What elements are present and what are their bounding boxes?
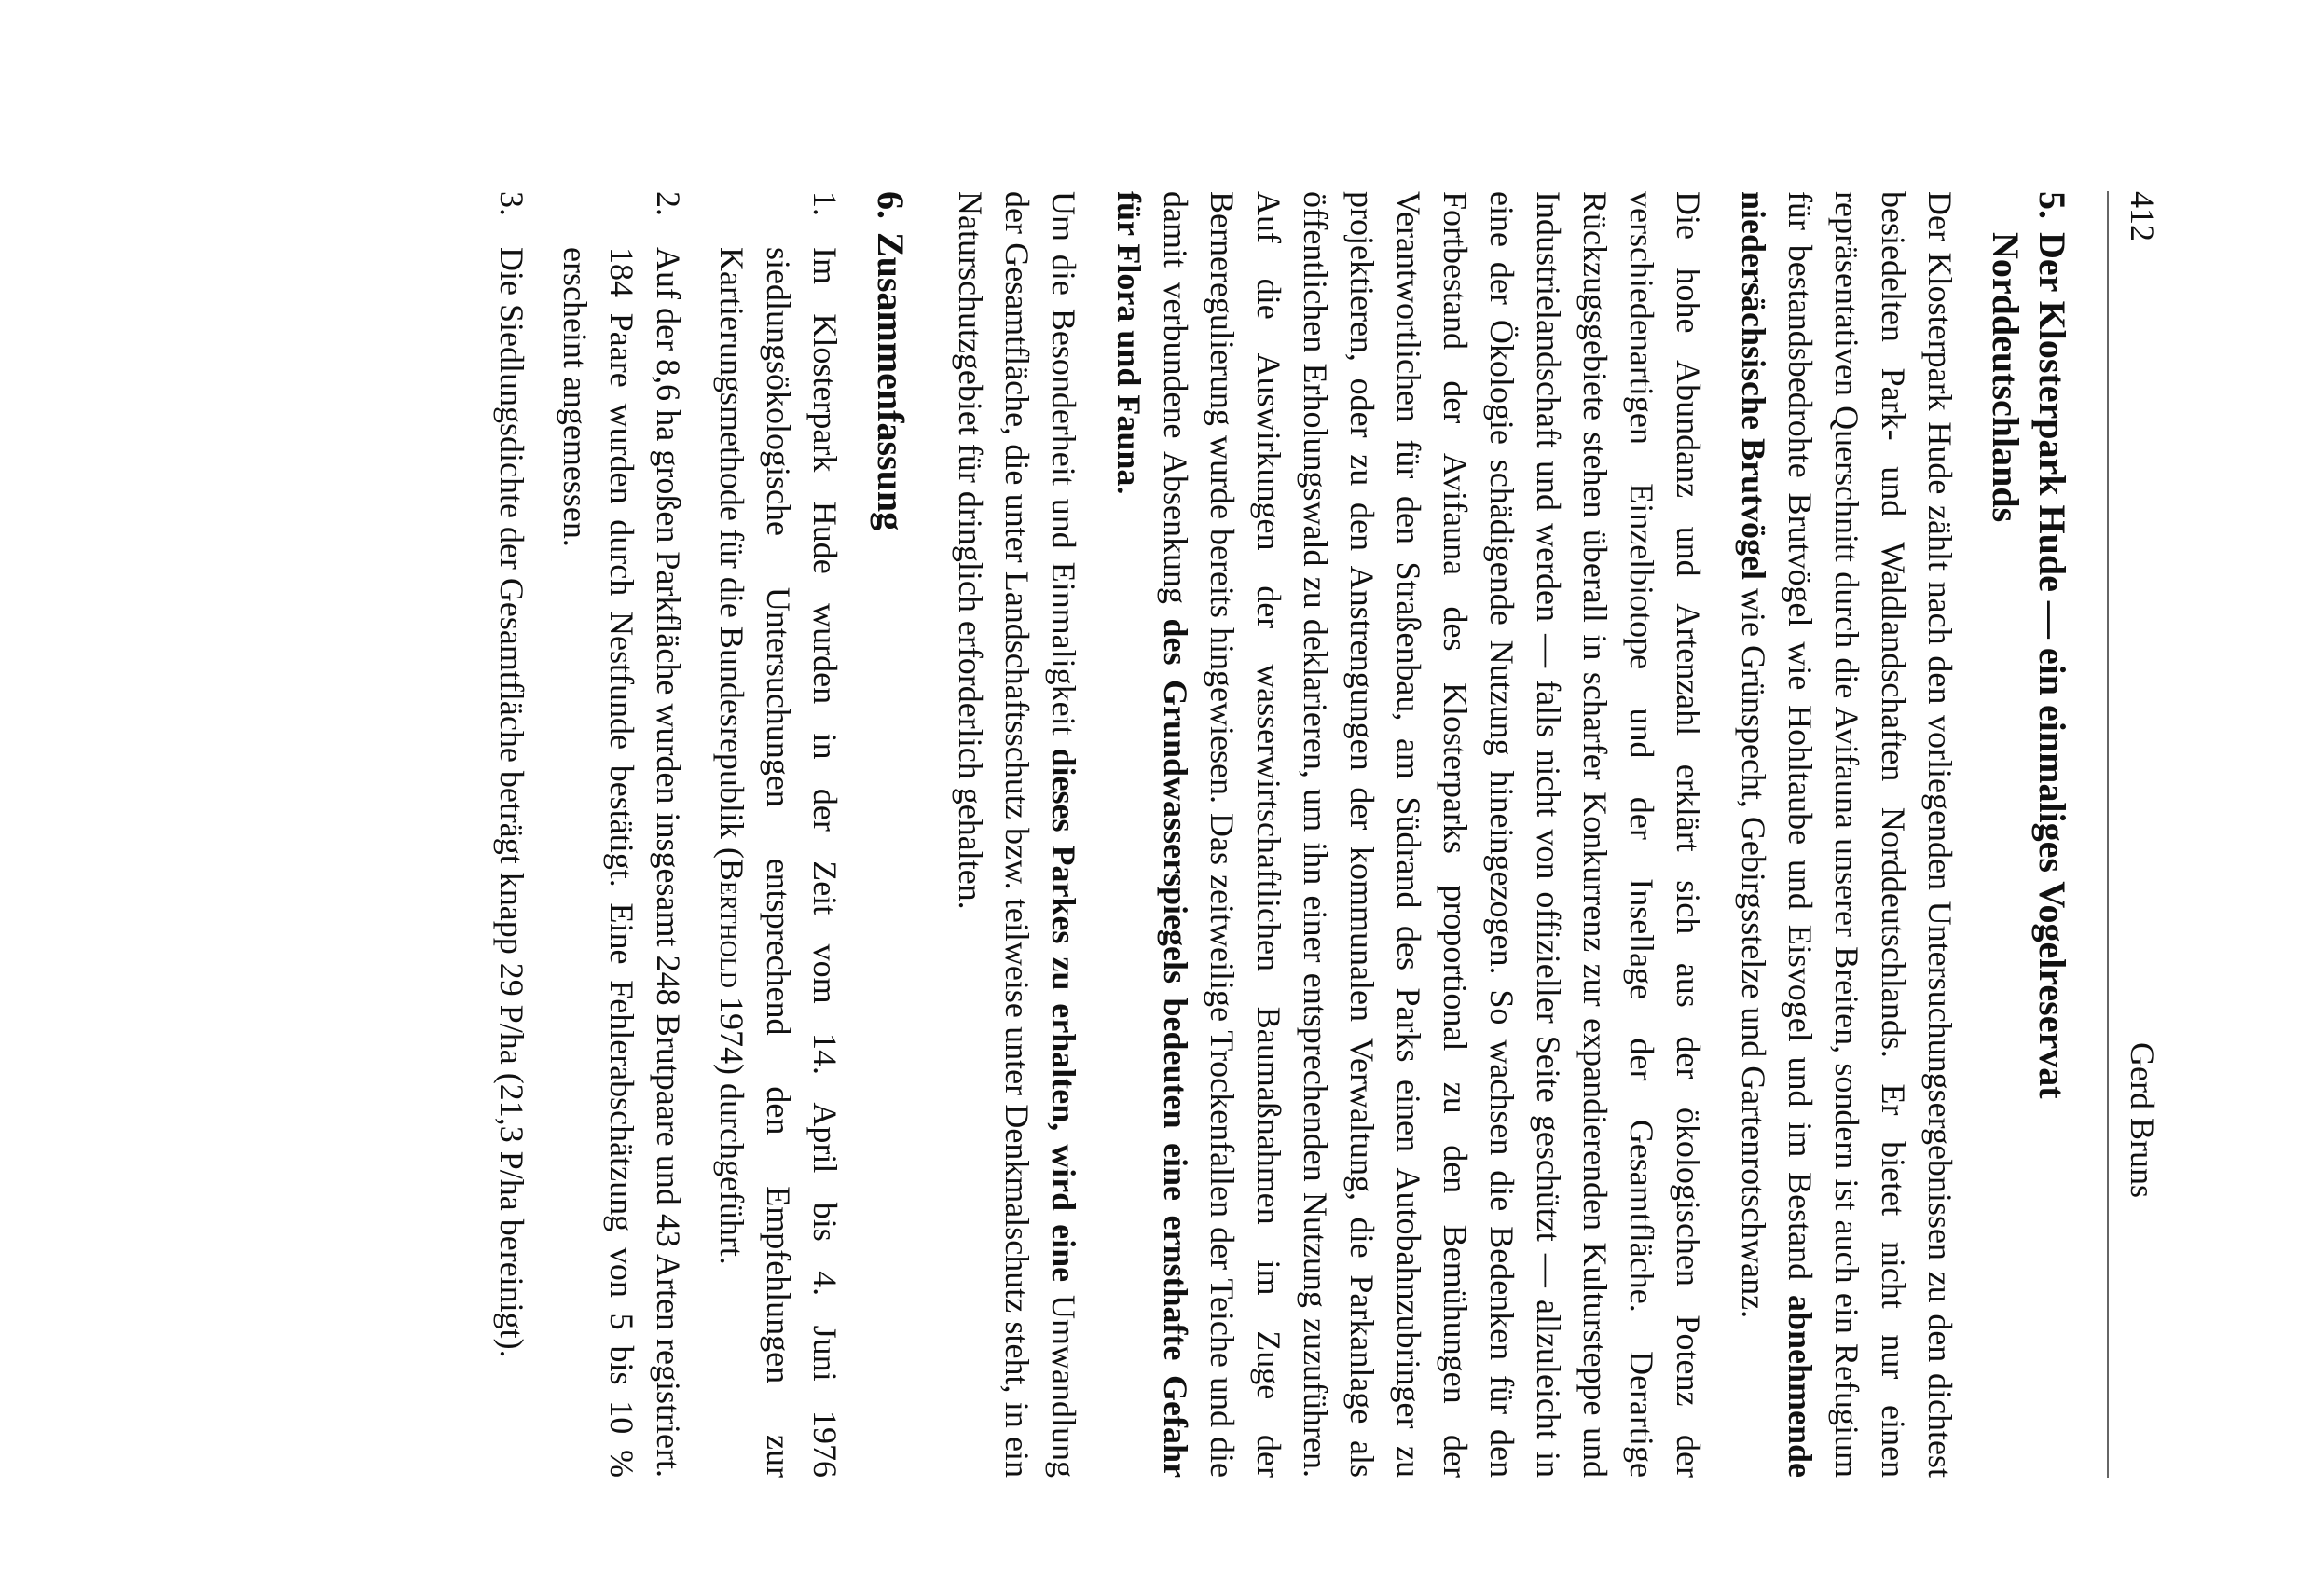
- list-item-text: Die Siedlungsdichte der Gesamtfläche beträgt knapp 29 P/ha (21,3 P/ha bereinigt).: [493, 247, 530, 1358]
- citation-author: Berthold: [713, 858, 750, 988]
- paragraph-2: [1106, 191, 1712, 1478]
- section-5-title-line-1: Der Klosterpark Hude — ein einmaliges Vogelreservat: [2031, 232, 2073, 1099]
- section-5-title-line-2: Norddeutschlands: [1985, 232, 2027, 523]
- paragraph-2-bold: des Grundwasserspiegels bedeuten eine ernsthafte Gefahr für Flora und Fauna.: [1110, 191, 1194, 1478]
- page-number: 412: [2124, 191, 2161, 241]
- list-item-text: [709, 247, 848, 1478]
- running-header: [2107, 191, 2163, 1478]
- author-name: Gerd Bruns: [2124, 1042, 2161, 1198]
- paragraph-3-text-a: Um die Besonderheit und Einmaligkeit: [1045, 191, 1082, 749]
- paragraph-1: [1730, 191, 1963, 1478]
- paragraph-1-text-a: Der Klosterpark Hude zählt nach den vorliegenden Untersuchungsergebnissen zu den dichtest besiedelten Park- und Waldlandschaften Norddeutschlands. Er bietet nicht nur einen repräsentativen Querschnitt durch die Avifauna unserer Breiten, sondern ist auch ein Refugium für bestandsbedrohte Brutvögel wie Hohltaube und Eisvogel und im Bestand: [1782, 191, 1959, 1478]
- list-item-marker: 2.: [650, 191, 687, 216]
- paragraph-1-bold: abnehmende niedersächsische Brutvögel: [1735, 191, 1819, 1478]
- paragraph-3-text-b: Umwandlung der Gesamtfläche, die unter Landschaftsschutz bzw. teilweise unter Denkmalschutz steht, in ein Naturschutzgebiet für dringlich erforderlich gehalten.: [952, 191, 1082, 1478]
- section-6-title: Zusammenfassung: [870, 232, 912, 531]
- list-item: [709, 191, 848, 1478]
- list-item-1-text-b: 1974) durchgeführt.: [713, 988, 750, 1265]
- list-item: [489, 191, 535, 1478]
- list-item-1-text-a: Im Klosterpark Hude wurden in der Zeit vom 14. April bis 4. Juni 1976 siedlungsökologische Untersuchungen entsprechend den Empfehlungen zur Kartierungsmethode für die Bundesrepublik (: [713, 247, 844, 1478]
- section-5-title: [1982, 232, 2075, 1478]
- summary-list: [489, 191, 848, 1478]
- paragraph-1-text-b: wie Grünspecht, Gebirgsstelze und Gartenrotschwanz.: [1735, 579, 1772, 1319]
- paragraph-3-bold: dieses Parkes zu erhalten, wird eine: [1045, 748, 1082, 1283]
- rotated-page-content: [205, 191, 2163, 1478]
- paragraph-3: [947, 191, 1087, 1478]
- list-item-marker: 1.: [806, 191, 844, 216]
- section-5-number: 5.: [2031, 191, 2073, 219]
- paragraph-2-text: Die hohe Abundanz und Artenzahl erklärt sich aus der ökologischen Potenz der verschiedenartigen Einzelbiotope und der Insellage der Gesamtfläche. Derartige Rückzugsgebiete stehen überall in scharfer Konkurrenz zur expandierenden Kultursteppe und Industrielandschaft und werden — falls nicht von offizieller Seite geschützt — allzuleicht in eine der Ökologie schädigende Nutzung hineingezogen. So wachsen die Bedenken für den Fortbestand der Avifauna des Klosterparks proportional zu den Bemühungen der Verantwortlichen für den Straßenbau, am Südrand des Parks einen Autobahnzubringer zu projektieren, oder zu den Anstrengungen der kommunalen Verwaltung, die Parkanlage als öffentlichen Erholungswald zu deklarieren, um ihn einer entsprechenden Nutzung zuzuführen. Auf die Auswirkungen der wasserwirtschaftlichen Baumaßnahmen im Zuge der Berneregulierung wurde bereits hingewiesen. Das zeitweilige Trockenfallen der Teiche und die damit verbundene Absenkung: [1157, 191, 1707, 1478]
- section-5-heading: [1982, 191, 2075, 1478]
- list-item: [552, 191, 692, 1478]
- list-item-text: Auf der 8,6 ha großen Parkfläche wurden insgesamt 248 Brutpaare und 43 Arten registriert. 184 Paare wurden durch Nestfunde bestätigt. Eine Fehlerabschätzung von 5 bis 10 % erscheint angemessen.: [557, 247, 687, 1478]
- list-item-marker: 3.: [493, 191, 530, 216]
- section-6-number: 6.: [870, 191, 912, 219]
- section-6-heading: [867, 191, 914, 1478]
